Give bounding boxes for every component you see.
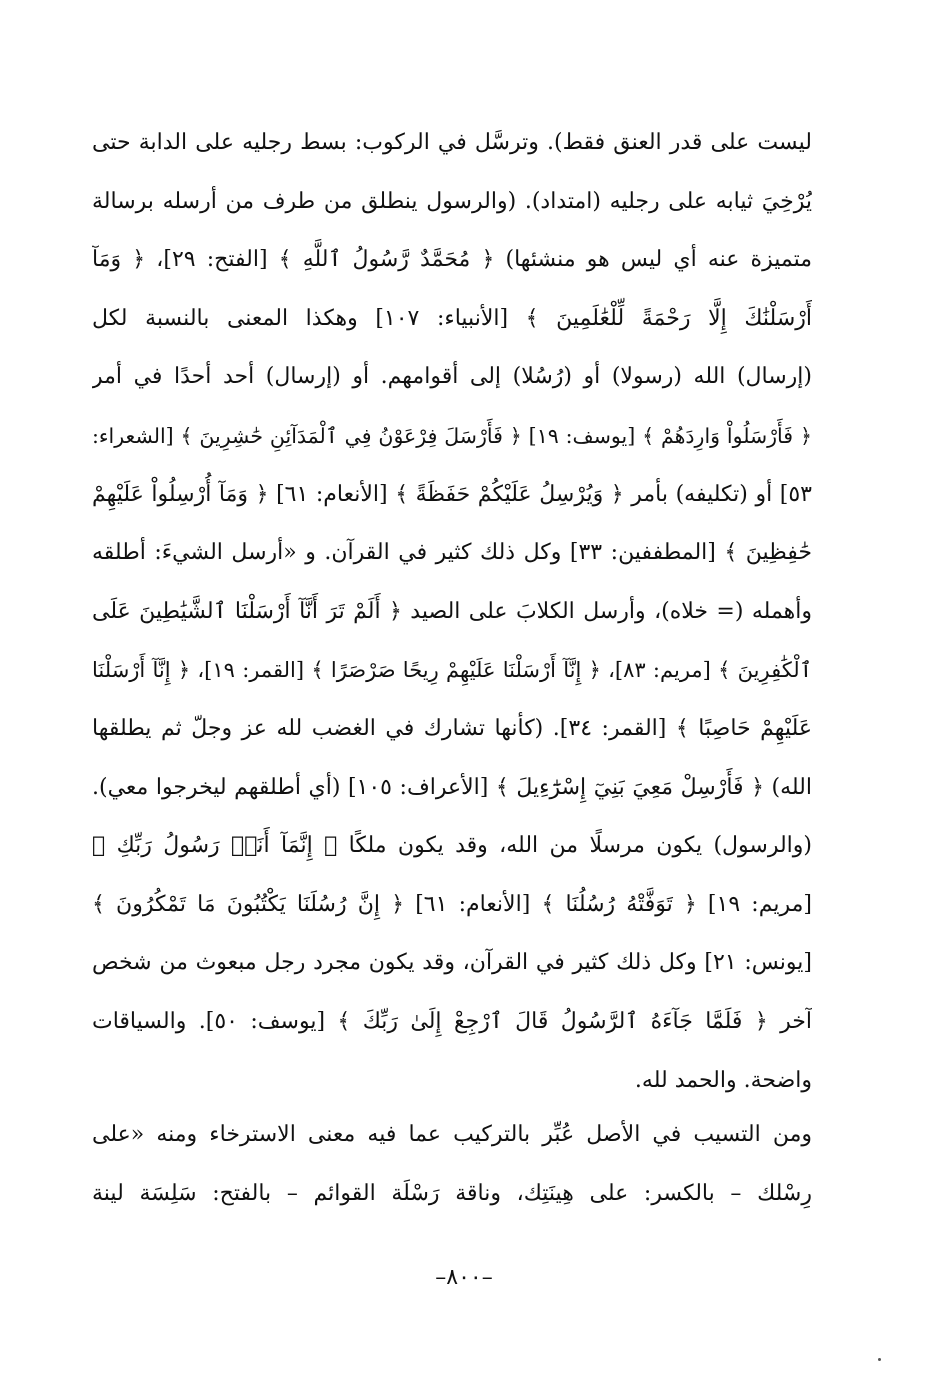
text-line: وأهمله (= خلاه)، وأرسل الكلابَ على الصيد ﴿ أَلَمْ تَرَ أَنَّآ أَرْسَلْنَا ٱلشَّيَٰطِينَ عَلَى: [92, 598, 812, 624]
paragraph-1: [92, 114, 812, 1110]
paragraph-2: [92, 1106, 812, 1223]
text-line: يُرْخِيَ ثيابه على رجليه (امتداد). (والرسول ينطلق من طرف من أرسله برسالة: [92, 188, 812, 214]
text-line: ومن التسيب في الأصل عُبِّر بالتركيب عما فيه معنى الاسترخاء ومنه «على: [92, 1122, 812, 1147]
text-line: ٥٣] أو (تكليفه) بأمر ﴿ وَيُرْسِلُ عَلَيْكُمْ حَفَظَةً ﴾ [الأنعام: ٦١] ﴿ وَمَآ أُرْسِلُواْ عَلَيْهِمْ: [92, 481, 812, 507]
text-line: (إرسال) الله (رسولا) أو (رُسُلا) إلى أقوامهم. أو (إرسال) أحد أحدًا في أمر: [92, 364, 812, 390]
text-line: [مريم: ١٩] ﴿ تَوَفَّتْهُ رُسُلُنَا ﴾ [الأنعام: ٦١] ﴿ إِنَّ رُسُلَنَا يَكْتُبُونَ مَا تَمْكُرُونَ ﴾: [92, 891, 812, 917]
text-line: حَٰفِظِينَ ﴾ [المطففين: ٣٣] وكل ذلك كثير في القرآن. و «أرسل الشيءَ: أطلقه: [92, 540, 812, 566]
text-line: [يونس: ٢١] وكل ذلك كثير في القرآن، وقد يكون مجرد رجل مبعوث من شخص: [92, 950, 812, 976]
text-line: ليست على قدر العنق فقط). وترسَّل في الركوب: بسط رجليه على الدابة حتى: [92, 130, 812, 155]
text-line: متميزة عنه أي ليس هو منشئها) ﴿ مُحَمَّدٌ رَّسُولُ ٱللَّهِ ﴾ [الفتح: ٢٩]، ﴿ وَمَآ: [92, 247, 812, 273]
text-line: آخر ﴿ فَلَمَّا جَآءَهُ ٱلرَّسُولُ قَالَ ٱرْجِعْ إِلَىٰ رَبِّكَ ﴾ [يوسف: ٥٠]. والسياقات: [92, 1008, 812, 1034]
text-line: ٱلْكَٰفِرِينَ ﴾ [مريم: ٨٣]، ﴿ إِنَّآ أَرْسَلْنَا عَلَيْهِمْ رِيحًا صَرْصَرًا ﴾ [القمر: ١٩]، ﴿ إِنَّآ أَرْسَلْنَا: [92, 658, 812, 683]
text-line: أَرْسَلْنَٰكَ إِلَّا رَحْمَةً لِّلْعَٰلَمِينَ ﴾ [الأنبياء: ١٠٧] وهكذا المعنى بالنسبة لكل: [92, 305, 812, 331]
text-line: (والرسول) يكون مرسلًا من الله، وقد يكون ملكًا ﴿ إِنَّمَآ أَنَا۠ رَسُولُ رَبِّكِ ﴾: [92, 833, 812, 859]
text-line: الله) ﴿ فَأَرْسِلْ مَعِيَ بَنِيٓ إِسْرَٰٓءِيلَ ﴾ [الأعراف: ١٠٥] (أي أطلقهم ليخرجوا معي).: [92, 774, 812, 800]
text-line: واضحة. والحمد لله.: [634, 1067, 812, 1093]
text-line: ﴿ فَأَرْسَلُواْ وَارِدَهُمْ ﴾ [يوسف: ١٩] ﴿ فَأَرْسَلَ فِرْعَوْنُ فِي ٱلْمَدَآئِنِ حَٰشِرِينَ ﴾ [الشعراء:: [92, 423, 812, 448]
page-number: –٨٠٠–: [435, 1265, 493, 1290]
scan-speck: [878, 1358, 881, 1361]
text-line: رِسْلك – بالكسر: على هِينَتِك، وناقة رَسْلَة القوائم – بالفتح: سَلِسَة لينة: [92, 1180, 812, 1206]
text-line: عَلَيْهِمْ حَاصِبًا ﴾ [القمر: ٣٤]. (كأنها تشارك في الغضب لله عز وجلّ ثم يطلقها: [92, 715, 812, 741]
